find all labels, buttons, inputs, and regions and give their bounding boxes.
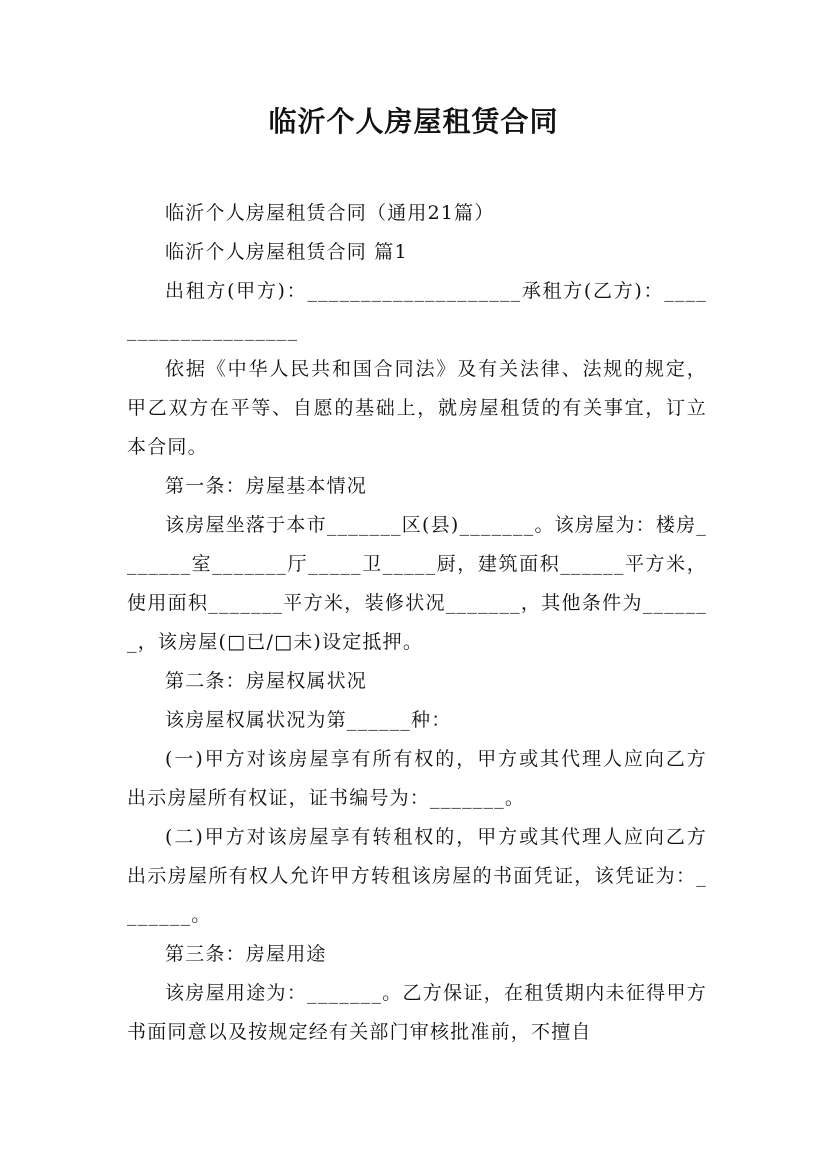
clause-2-item-2: (二)甲方对该房屋享有转租权的，甲方或其代理人应向乙方出示房屋所有权人允许甲方转租该房屋的书面凭证，该凭证为：_______。 — [127, 826, 707, 926]
paragraph-parties: 出租方(甲方)：____________________承租方(乙方)：____________________ — [127, 280, 707, 341]
paragraph-collection-title: 临沂个人房屋租赁合同（通用21篇） — [165, 202, 495, 224]
clause-2-item-1: (一)甲方对该房屋享有所有权的，甲方或其代理人应向乙方出示房屋所有权证，证书编号为：_______。 — [127, 748, 707, 809]
clause-2-intro: 该房屋权属状况为第______种： — [165, 709, 452, 731]
document-title: 临沂个人房屋租赁合同 — [268, 105, 559, 138]
clause-3-heading: 第三条：房屋用途 — [165, 943, 327, 965]
clause-3-body: 该房屋用途为：_______。乙方保证，在租赁期内未征得甲方书面同意以及按规定经有关部门审核批准前，不擅自 — [127, 982, 707, 1043]
paragraph-preamble: 依据《中华人民共和国合同法》及有关法律、法规的规定，甲乙双方在平等、自愿的基础上，就房屋租赁的有关事宜，订立本合同。 — [127, 358, 707, 458]
clause-1-body: 该房屋坐落于本市_______区(县)_______。该房屋为：楼房_______室_______厅_____卫_____厨，建筑面积______平方米，使用面积_______平方米，装修状况_______，其他条件为_______，该房屋(□已/□未)设定抵押。 — [127, 514, 707, 653]
paragraph-article-heading: 临沂个人房屋租赁合同 篇1 — [165, 241, 408, 263]
document-body — [127, 194, 707, 1052]
clause-2-heading: 第二条：房屋权属状况 — [165, 670, 368, 692]
clause-1-heading: 第一条：房屋基本情况 — [165, 475, 368, 497]
